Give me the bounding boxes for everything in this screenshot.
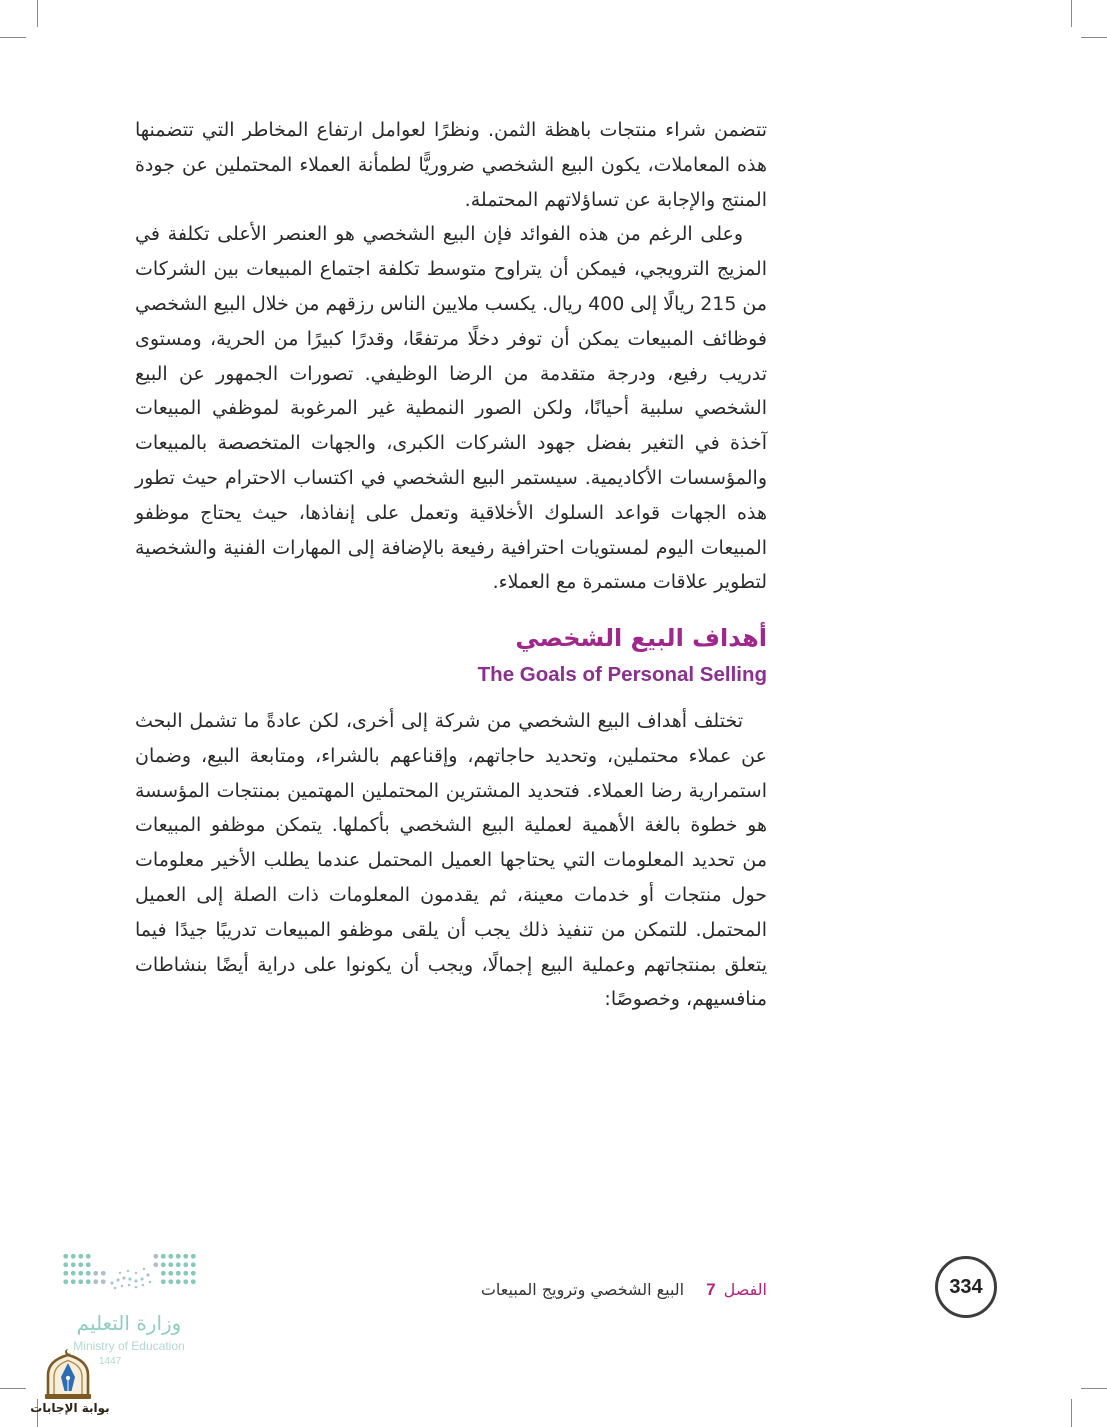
text-line: حول منتجات أو خدمات معينة، ثم يقدمون المعلومات ذات الصلة إلى العميل [134, 883, 767, 906]
ministry-name-ar: وزارة التعليم [76, 1311, 182, 1335]
body-text-upper [135, 113, 767, 600]
pen-nib-hole [66, 1376, 70, 1380]
text-line: استمرارية رضا العملاء. فتحديد المشترين المحتملين المهتمين بمنتجات المؤسسة [134, 779, 767, 802]
moe-dot-block-left [62, 1252, 92, 1286]
body-text-lower [135, 704, 767, 1017]
moe-dot-block-right [160, 1252, 198, 1286]
crop-mark [1081, 1388, 1107, 1389]
text-line: منافسيهم، وخصوصًا: [604, 988, 767, 1011]
crop-mark [1071, 1399, 1072, 1427]
dome-crescent-cut [67, 1349, 72, 1354]
moe-dot-block-right-edge [152, 1252, 160, 1269]
watermark-text: بوابة الإجابات [30, 1401, 110, 1415]
text-line: هذه الجهات قواعد السلوك الأخلاقية وتعمل على إنفاذها، حيث يحتاج موظفو [134, 501, 767, 524]
text-line: هذه المعاملات، يكون البيع الشخصي ضروريًّا لطمأنة العملاء المحتملين عن جودة [134, 153, 767, 176]
text-line: فوظائف المبيعات يمكن أن توفر دخلًا مرتفعًا، وقدرًا كبيرًا من الحرية، ومستوى [134, 327, 767, 350]
ministry-year: 1447 [99, 1356, 122, 1367]
section-heading-en: The Goals of Personal Selling [477, 663, 767, 686]
text-line: لتطوير علاقات مستمرة مع العملاء. [492, 571, 767, 594]
paragraph-1 [135, 113, 767, 217]
text-line: وعلى الرغم من هذه الفوائد فإن البيع الشخصي هو العنصر الأعلى تكلفة في [135, 223, 743, 246]
text-line: المزيج الترويجي، فيمكن أن يتراوح متوسط تكلفة اجتماع المبيعات بين الشركات [135, 258, 767, 281]
text-line: الشخصي سلبية أحيانًا، ولكن الصور النمطية غير المرغوبة لموظفي المبيعات [135, 397, 767, 420]
crop-mark [0, 37, 26, 38]
chapter-footer [481, 1277, 767, 1303]
moe-dot-block-mid [92, 1269, 107, 1286]
text-line: يتعلق بمنتجاتهم وعملية البيع إجمالًا، ويجب أن يكونوا على دراية أيضًا بنشاطات [134, 953, 767, 976]
paragraph-3 [135, 704, 767, 1017]
text-line: من 215 ريالًا إلى 400 ريال. يكسب ملايين الناس رزقهم من خلال البيع الشخصي [135, 292, 767, 315]
text-line: المنتج والإجابة عن تساؤلاتهم المحتملة. [464, 188, 767, 211]
text-line: عن عملاء محتملين، وتحديد حاجاتهم، وإقناعهم بالشراء، ومتابعة البيع، وضمان [135, 744, 767, 767]
crop-mark [1081, 37, 1107, 38]
crop-mark [1071, 0, 1072, 27]
text-line: المبيعات اليوم لمستويات احترافية رفيعة بالإضافة إلى المهارات الفنية والشخصية [134, 536, 767, 559]
text-line: تختلف أهداف البيع الشخصي من شركة إلى أخرى، لكن عادةً ما تشمل البحث [134, 710, 743, 732]
paragraph-2 [135, 217, 767, 600]
crop-mark [0, 1388, 26, 1389]
section-heading-ar: أهداف البيع الشخصي [515, 624, 767, 652]
text-line: من تحديد المعلومات التي يحتاجها العميل المحتمل عندما يطلب الأخير معلومات [135, 849, 767, 872]
dome-pen-icon [44, 1348, 92, 1400]
text-line: تدريب رفيع، ودرجة متقدمة من الرضا الوظيفي. تصورات الجمهور عن البيع [135, 362, 767, 385]
page-number: 334 [935, 1256, 997, 1318]
text-line: هو خطوة بالغة الأهمية لعملية البيع الشخصي بأكملها. يتمكن موظفو المبيعات [134, 814, 767, 837]
text-line: تتضمن شراء منتجات باهظة الثمن. ونظرًا لعوامل ارتفاع المخاطر التي تتضمنها [134, 119, 767, 141]
chapter-title: البيع الشخصي وترويج المبيعات [480, 1280, 685, 1299]
text-line: المحتمل. للتمكن من تنفيذ ذلك يجب أن يلقى موظفو المبيعات تدريبًا جيدًا فيما [135, 918, 767, 941]
moe-dots-icon [62, 1252, 198, 1292]
moe-dot-wave [110, 1268, 151, 1290]
chapter-label: الفصل [723, 1280, 767, 1299]
text-line: والمؤسسات الأكاديمية. سيستمر البيع الشخصي في اكتساب الاحترام حيث تطور [135, 466, 767, 489]
chapter-number: 7 [706, 1280, 716, 1299]
crop-mark [37, 0, 38, 27]
text-line: آخذة في التغير بفضل جهود الشركات الكبرى، والجهات المتخصصة بالمبيعات [134, 432, 767, 455]
dome-base [45, 1394, 91, 1399]
ministry-name-en: Ministry of Education [73, 1339, 185, 1353]
